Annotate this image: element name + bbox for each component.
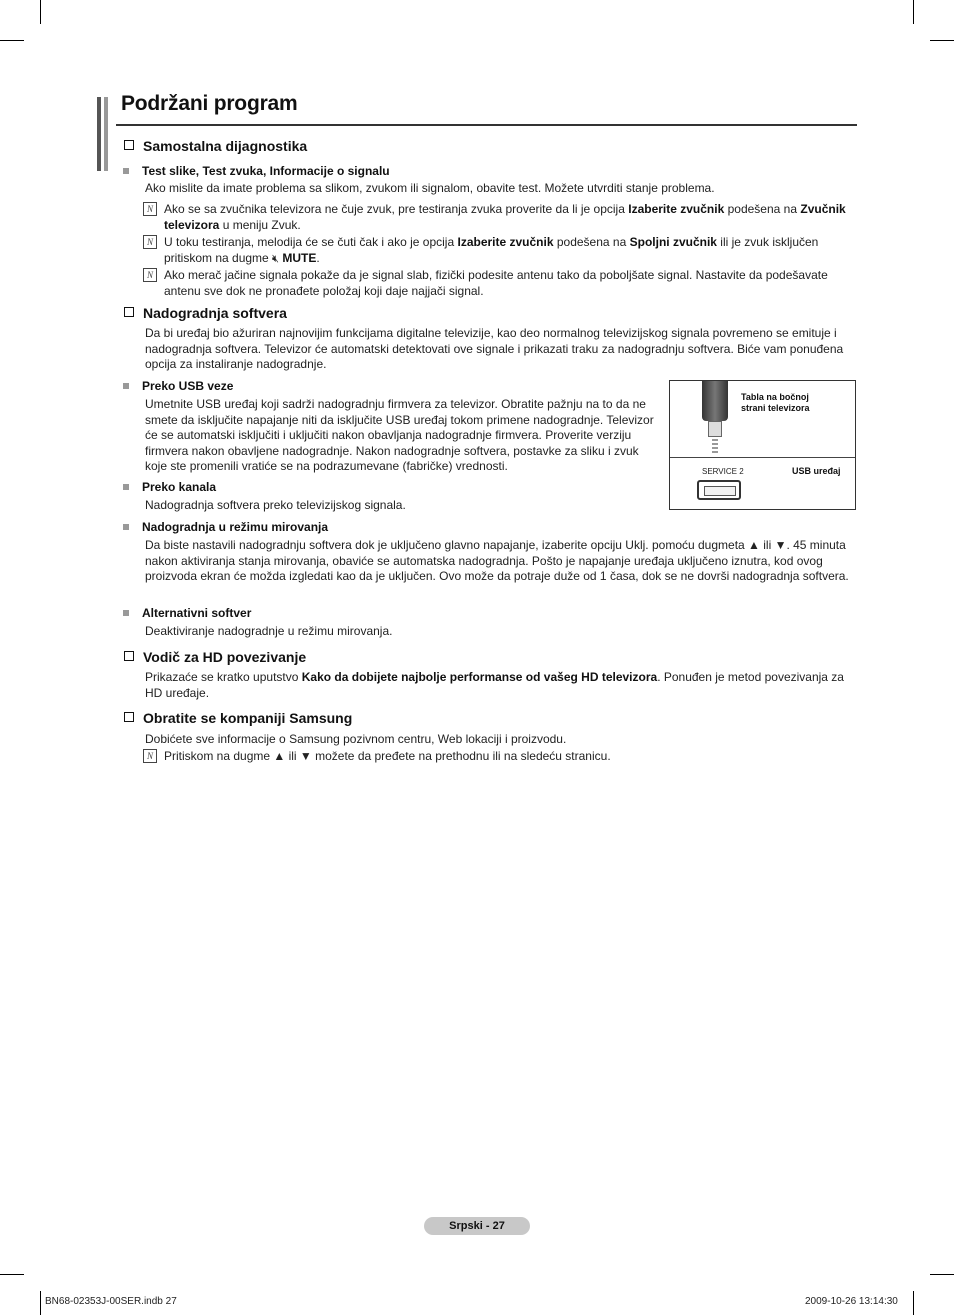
page-number-badge: Srpski - 27 xyxy=(424,1217,530,1235)
sub-heading-text: Preko USB veze xyxy=(142,379,234,393)
note-text: Ako merač jačine signala pokaže da je signal slab, fizički podesite antenu tako da poboljšate signal. Nastavite da podešavate antenu sve dok ne pronađete položaj koji daje najjači signal. xyxy=(164,268,828,298)
note-melody xyxy=(146,234,856,267)
square-bullet-icon xyxy=(123,524,129,530)
checkbox-bullet-icon xyxy=(124,307,134,317)
section-heading-text: Vodič za HD povezivanje xyxy=(143,649,307,665)
checkbox-bullet-icon xyxy=(124,651,134,661)
title-accent-bar xyxy=(104,97,108,171)
figure-label-text: Tabla na bočnoj xyxy=(741,392,809,402)
section-heading-text: Obratite se kompaniji Samsung xyxy=(143,710,353,726)
sub-heading-text: Nadogradnja u režimu mirovanja xyxy=(142,520,329,534)
body-text-part: . Ponuđen je metod povezivanja za HD uređaje. xyxy=(145,670,844,700)
body-text: Deaktiviranje nadogradnje u režimu mirovanja. xyxy=(145,624,393,638)
crop-mark xyxy=(930,40,954,41)
figure-label-text: strani televizora xyxy=(741,403,810,413)
mute-icon: 🔇︎ xyxy=(272,253,279,265)
note-navigation xyxy=(146,748,856,764)
title-accent-bar xyxy=(97,97,101,171)
note-bold: Izaberite zvučnik xyxy=(457,235,554,249)
figure-divider xyxy=(670,457,855,458)
sub-heading-channel xyxy=(142,480,217,494)
crop-mark xyxy=(913,0,914,24)
note-text: podešena na xyxy=(553,235,630,249)
note-text: Ako se sa zvučnika televizora ne čuje zvuk, pre testiranja zvuka proverite da li je opcija xyxy=(164,202,629,216)
usb-plug-icon xyxy=(708,421,722,437)
sub-heading-text: Preko kanala xyxy=(142,480,217,494)
sub-heading-text: Alternativni softver xyxy=(142,606,252,620)
note-speaker xyxy=(146,201,856,233)
crop-mark xyxy=(40,1291,41,1315)
crop-mark xyxy=(930,1274,954,1275)
square-bullet-icon xyxy=(123,168,129,174)
body-text xyxy=(145,670,857,701)
note-icon: N xyxy=(143,268,157,282)
usb-port-slot xyxy=(704,486,736,496)
usb-stick-icon xyxy=(702,381,728,421)
sub-heading-tests xyxy=(142,164,390,178)
body-text: Ako mislite da imate problema sa slikom, zvukom ili signalom, obavite test. Možete utvrditi stanje problema. xyxy=(145,181,715,195)
sub-heading-alternative xyxy=(142,606,252,620)
section-heading-self-diagnosis xyxy=(124,138,307,154)
note-text: ili je zvuk isključen pritiskom na dugme xyxy=(164,235,819,265)
note-text: . xyxy=(316,251,320,265)
service-port-label: SERVICE 2 xyxy=(702,467,744,476)
page-title: Podržani program xyxy=(121,92,298,115)
crop-mark xyxy=(0,40,24,41)
note-bold: MUTE xyxy=(282,251,317,265)
note-text: Pritiskom na dugme ▲ ili ▼ možete da pređete na prethodnu ili na sledeću stranicu. xyxy=(164,749,611,763)
body-text-bold: Kako da dobijete najbolje performanse od vašeg HD televizora xyxy=(301,670,658,684)
note-bold: Zvučnik televizora xyxy=(164,202,846,232)
section-heading-text: Samostalna dijagnostika xyxy=(143,138,308,154)
figure-label-panel xyxy=(741,392,810,414)
crop-mark xyxy=(0,1274,24,1275)
body-text: Da biste nastavili nadogradnju softvera dok je uključeno glavno napajanje, izaberite opciju Uklj. pomoću dugmeta ▲ ili ▼. 45 minuta nakon aktiviranja stanja mirovanja, obaviće se automatska nadogradnja. Pošto je napajanje uređaja uključeno iznutra, kod ovog proizvoda ekran će možda izgledati kao da je uključen. Ovo može da potraje duže od 1 časa, dok se ne dovrši nadogradnja softvera. xyxy=(145,538,849,583)
body-text: Da bi uređaj bio ažuriran najnovijim funkcijama digitalne televizije, kao deo normalnog televizijskog signala povremeno se emituje i nadogradnja softvera. Televizor će automatski detektovati ove signale i prikazati traku za nadogradnju softvera. Biće vam ponuđena opcija za instaliranje nadogradnje. xyxy=(145,326,844,371)
note-text: u meniju Zvuk. xyxy=(219,218,301,232)
crop-mark xyxy=(40,0,41,24)
file-info: BN68-02353J-00SER.indb 27 xyxy=(45,1296,177,1307)
square-bullet-icon xyxy=(123,383,129,389)
body-text-part: Prikazaće se kratko uputstvo xyxy=(145,670,302,684)
crop-mark xyxy=(913,1291,914,1315)
checkbox-bullet-icon xyxy=(124,140,134,150)
square-bullet-icon xyxy=(123,484,129,490)
section-heading-software-upgrade xyxy=(124,305,287,321)
section-heading-hd-guide xyxy=(124,649,306,665)
title-divider xyxy=(116,124,857,126)
body-text: Umetnite USB uređaj koji sadrži nadogradnju firmvera za televizor. Obratite pažnju na to da ne smete da isključite napajanje niti da isključite USB uređaj tokom primene nadogradnje. Televizor će se automatski isključiti i uključiti nakon obavljanja nadogradnje firmvera. Proverite verziju firmvera nakon obavljene nadogradnje. Nakon nadogradnje softvera, postavke za sliku i zvuk koje ste promenili vratiće se na podrazumevane (fabričke) vrednosti. xyxy=(145,397,654,473)
note-signal xyxy=(146,267,856,299)
square-bullet-icon xyxy=(123,610,129,616)
note-bold: Spoljni zvučnik xyxy=(629,235,717,249)
body-text: Dobićete sve informacije o Samsung pozivnom centru, Web lokaciji i proizvodu. xyxy=(145,732,567,746)
note-icon: N xyxy=(143,749,157,763)
sub-heading-usb xyxy=(142,379,234,393)
usb-device-label: USB uređaj xyxy=(792,466,841,476)
section-heading-text: Nadogradnja softvera xyxy=(143,305,287,321)
note-icon: N xyxy=(143,202,157,216)
insert-arrow-icon xyxy=(712,439,718,453)
sub-heading-standby xyxy=(142,520,329,534)
checkbox-bullet-icon xyxy=(124,712,134,722)
note-icon: N xyxy=(143,235,157,249)
print-timestamp: 2009-10-26 13:14:30 xyxy=(805,1296,898,1307)
sub-heading-text: Test slike, Test zvuka, Informacije o signalu xyxy=(142,164,390,178)
body-text: Nadogradnja softvera preko televizijskog signala. xyxy=(145,498,406,512)
usb-port-icon xyxy=(697,480,741,500)
usb-connection-figure xyxy=(669,380,856,510)
note-text: podešena na xyxy=(724,202,801,216)
note-text: U toku testiranja, melodija će se čuti čak i ako je opcija xyxy=(164,235,458,249)
section-heading-contact-samsung xyxy=(124,710,352,726)
note-bold: Izaberite zvučnik xyxy=(628,202,725,216)
